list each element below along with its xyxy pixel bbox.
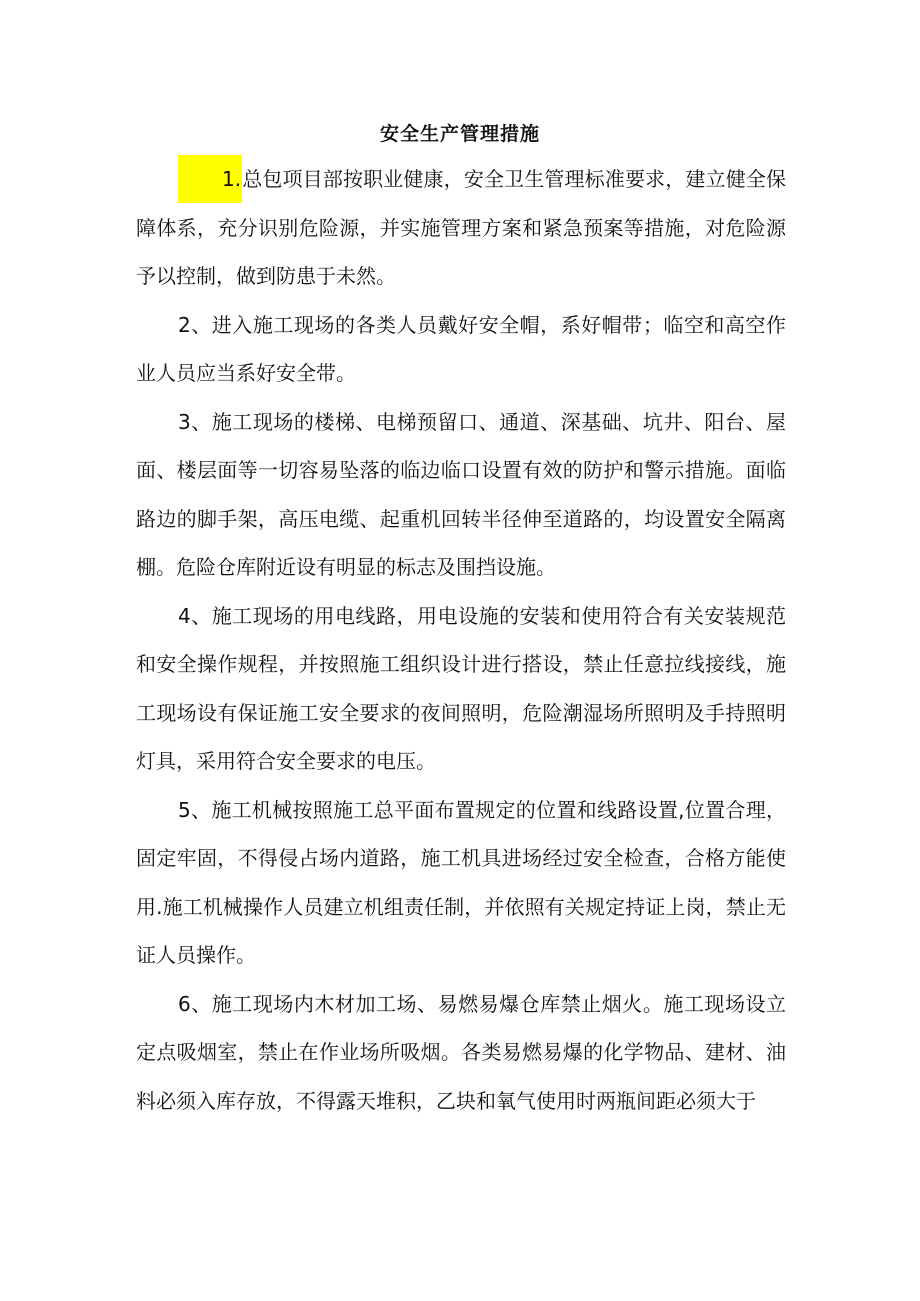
page-title: 安全生产管理措施 [379, 123, 540, 145]
paragraph-6 [136, 980, 786, 1126]
paragraph-number: 6、 [178, 991, 212, 1016]
paragraph-2 [136, 301, 786, 398]
paragraph-1 [136, 155, 786, 301]
document-body [136, 155, 786, 1125]
paragraph-text: 施工现场内木材加工场、易燃易爆仓库禁止烟火。施工现场设立定点吸烟室，禁止在作业场所吸烟。各类易燃易爆的化学物品、建材、油料必须入库存放，不得露天堆积，乙块和氧气使用时两瓶间距必须大于 [136, 991, 786, 1113]
highlighted-number: 1. [178, 155, 242, 203]
paragraph-3 [136, 398, 786, 592]
paragraph-5 [136, 786, 786, 980]
paragraph-4 [136, 592, 786, 786]
paragraph-text: 进入施工现场的各类人员戴好安全帽，系好帽带；临空和高空作业人员应当系好安全带。 [136, 312, 786, 385]
paragraph-number: 3、 [178, 409, 212, 434]
paragraph-text: 施工机械按照施工总平面布置规定的位置和线路设置,位置合理，固定牢固，不得侵占场内道路，施工机具进场经过安全检查，合格方能使用.施工机械操作人员建立机组责任制，并依照有关规定持证上岗，禁止无证人员操作。 [136, 797, 786, 967]
paragraph-number: 2、 [178, 312, 212, 337]
paragraph-number: 5、 [178, 797, 212, 822]
paragraph-number: 4、 [178, 603, 212, 628]
paragraph-text: 施工现场的楼梯、电梯预留口、通道、深基础、坑井、阳台、屋面、楼层面等一切容易坠落的临边临口设置有效的防护和警示措施。面临路边的脚手架，高压电缆、起重机回转半径伸至道路的，均设置安全隔离棚。危险仓库附近设有明显的标志及围挡设施。 [136, 409, 786, 579]
paragraph-text: 总包项目部按职业健康，安全卫生管理标准要求，建立健全保障体系，充分识别危险源，并实施管理方案和紧急预案等措施，对危险源予以控制，做到防患于未然。 [136, 167, 786, 288]
paragraph-text: 施工现场的用电线路，用电设施的安装和使用符合有关安装规范和安全操作规程，并按照施工组织设计进行搭设，禁止任意拉线接线，施工现场设有保证施工安全要求的夜间照明，危险潮湿场所照明及手持照明灯具，采用符合安全要求的电压。 [136, 603, 786, 773]
